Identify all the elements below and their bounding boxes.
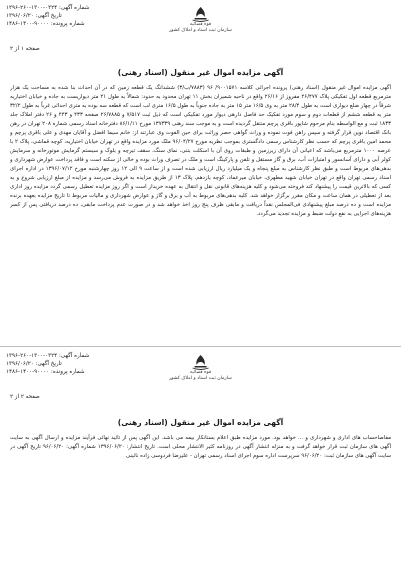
notice-body: آگهی مزایده اموال غیر منقول (اسناد رهنی) پرونده اجرائی کلاسه ۹۰۰۱۵۷۱/ ۹۶ (۷۸۸۳/ب/۳) ششدانگ یک قطعه زمین که در آن احداث بنا شده به مساحت یک هزار مترمربع قطعه اول تفکیکی پلاک ۲۶/۴۷۷ مفروز از ۲۶/۱۶ واقع در ناحیه شمیران بخش ۱۱ تهران محدود به حدود: شمالاً به طول ۲۱ متر دیواریست به جاده و خیابان اختیاریه شرقاً در چهار ضلع دیواری است به طول ۲۸/۴ متر به وی ۱۶/۵ متر ۱۵ متر به جاده جنوباً به طول ۱۶/۵ متری لب است که قطعه سه بوده به متری احداثی غرباً به طول ۳۲/۲ متر به قطعه ششم از قطعات دوم و سوم مورد تفکیک حد فاصل دارهی دیوار مورد تفکیکی است که ذیل ثبت ۷/۵۱۷ و ۲۶/۷۸۸۵ صفحه ۴۳۳ و ۴۴۳ و ۲۶ دفتر املاک جلد ۱۸۳۳ ثبت و مع الواسطه بنام مرحوم شاپور باقری پرچم منتقل گردیده است و به موجب سند رهنی ۱۳۷۳۳۹ مورخ ۸۶/۱/۱۱ دفترخانه اسناد رسمی شماره ۲۰۸ تهران در رهن بانک اقتصاد نوین قرار گرفته و سپس راهن فوت نموده و وراث گواهی حصر وراثت برای حین الفوت وی عبارتند از: خانم سیما افضل و آقایان مهدی و علی باقری پرچم و محمد امین باقری پرچم که حسب نظر کارشناس رسمی دادگستری بموجب نظریه مورخ ۹۶/۰۴/۲۷ ملک مورد مزایده واقع در تهران خیابان اختیاریه، کوچه قماشی، پلاک ۲ با عرصه ۱۰۰۰ مترمربع می‌باشد که اعیانی آن دارای زیرزمین و طبقات روی آن با اسکلت بتنی، نمای سنگ، سقف تیرچه و بلوک و سیستم گرمایش موتورخانه و سرمایش کولر آبی و دارای آسانسور و امتیازات آب، برق و گاز مستقل و تلفن و پارکینگ است و ملک در تصرف وراث بوده و خالی از سکنه است و فاقد پرداخت عوارض شهرداری و بدهی‌های مربوط است و طبق نظر کارشناس به مبلغ پنجاه و یک میلیارد ریال ارزیابی شده است و از ساعت ۹ الی ۱۲ روز چهارشنبه مورخ ۱۳۹۶/۰۷/۱۲ در اداره اجرای اسناد رسمی تهران واقع در تهران خیابان شهید مطهری، خیابان میرعماد، کوچه یازدهم، پلاک ۱۳ از طریق مزایده به فروش می‌رسد و مزایده از مبلغ ارزیابی شروع و به کسی که بالاترین قیمت را پیشنهاد کند فروخته می‌شود و کلیه هزینه‌های قانونی نقل و انتقال به عهده خریدار است و اگر روز مزایده تعطیل رسمی گردد مزایده روز اداری بعد از تعطیلی در همان ساعت و مکان مقرر برگزار خواهد شد. کلیه بدهی‌های مربوط به آب و برق و گاز و عوارض شهرداری و مالیات مربوط تا تاریخ مزایده بعهده برنده مزایده است و ده درصد مبلغ پیشنهادی فی‌المجلس نقداً دریافت و مابقی ظرف پنج روز اخذ خواهد شد و در صورت عدم پرداخت مابقی، ده درصد دریافتی پس از کسر هزینه‌های اجرایی به نفع دولت ضبط و مزایده تجدید می‌گردد. (10, 85, 391, 217)
judiciary-emblem (169, 354, 232, 382)
emblem-caption-1: قوه قضائیه (189, 22, 212, 27)
emblem-icon (189, 6, 211, 22)
notice-title: آگهی مزایده اموال غیر منقول (اسناد رهنی) (117, 68, 284, 77)
divider (0, 346, 401, 347)
page-number: صفحه ۲ از ۲ (10, 394, 40, 400)
notice-number: شماره آگهی: ۰۳۲۴-۱۳۰۰-۲۶۰-۱۳۹۶ (6, 5, 90, 11)
file-number: شماره پرونده: ۹۰۰۰۰-۱۴۰۰-۱۴۸۶ (6, 21, 85, 27)
notice-date: تاریخ آگهی: ۱۳۹۶/۰۶/۲۰ (6, 13, 62, 19)
emblem-icon (189, 354, 211, 370)
notice-date: تاریخ آگهی: ۱۳۹۶/۰۶/۲۰ (6, 361, 62, 367)
notice-title: آگهی مزایده اموال غیر منقول (اسناد رهنی) (117, 418, 284, 427)
notice-body: مفاصاحساب های اداری و شهرداری و ... خواهد بود. مورد مزایده طبق اعلام بستانکار بیمه می باشد. این آگهی پس از تائید نهائی فرآیند مزایده و ارسال آگهی به سایت آگهی های سازمان ثبت قرار خواهد گرفت و به منزله انتشار آگهی در روزنامه کثیر الانتشار محلی است. تاریخ انتشار: ۱۳۹۶/۰۶/۲۰ شماره آگهی: ۹۶/۰۶/۲۰ تاریخ آگهی در سایت آگهی های سازمان ثبت: ۹۶/۰۶/۲۰ سرپرست اداره سوم اجرای اسناد رسمی تهران - علیرضا فردوسی زاده نائینی (10, 435, 391, 459)
emblem-caption-2: سازمان ثبت اسناد و املاک کشور (169, 28, 232, 33)
notice-number: شماره آگهی: ۰۳۲۴-۱۳۰۰-۲۶۰-۱۳۹۶ (6, 353, 90, 359)
notice-meta (6, 4, 89, 28)
judiciary-emblem (169, 6, 232, 34)
file-number: شماره پرونده: ۹۰۰۰۰-۱۴۰۰-۱۴۸۶ (6, 369, 85, 375)
page-number: صفحه ۱ از ۲ (10, 46, 40, 52)
emblem-caption-2: سازمان ثبت اسناد و املاک کشور (169, 376, 232, 381)
emblem-caption-1: قوه قضائیه (189, 370, 212, 375)
notice-meta (6, 352, 89, 376)
